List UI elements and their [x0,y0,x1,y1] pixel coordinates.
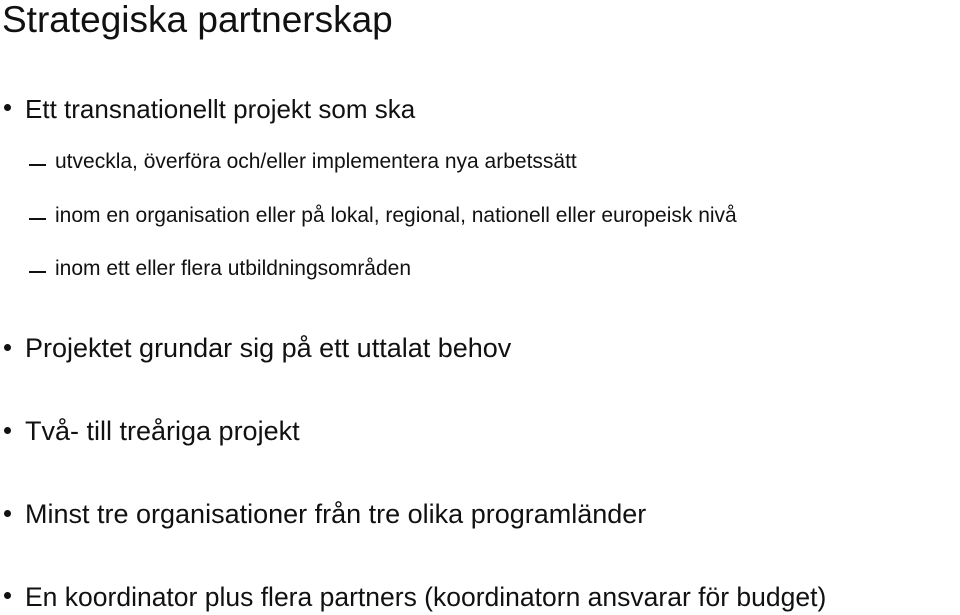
bullet-item: Projektet grundar sig på ett uttalat behov [25,333,512,363]
dash-icon [29,271,46,273]
bullet-item: Minst tre organisationer från tre olika programländer [25,499,647,529]
bullet-item: Ett transnationellt projekt som ska [25,94,416,124]
bullet-dot-icon [4,344,11,351]
dash-icon [29,218,46,220]
bullet-dot-icon [4,592,11,599]
sub-bullet-item: inom en organisation eller på lokal, regional, nationell eller europeisk nivå [55,204,737,227]
bullet-dot-icon [4,510,11,517]
sub-bullet-item: utveckla, överföra och/eller implementera nya arbetssätt [55,150,577,173]
dash-icon [29,164,46,166]
slide-title: Strategiska partnerskap [2,0,393,40]
bullet-item: En koordinator plus flera partners (koordinatorn ansvarar för budget) [25,582,827,612]
bullet-dot-icon [4,427,11,434]
bullet-dot-icon [4,104,11,111]
sub-bullet-item: inom ett eller flera utbildningsområden [55,257,412,280]
bullet-item: Två- till treåriga projekt [25,416,300,446]
